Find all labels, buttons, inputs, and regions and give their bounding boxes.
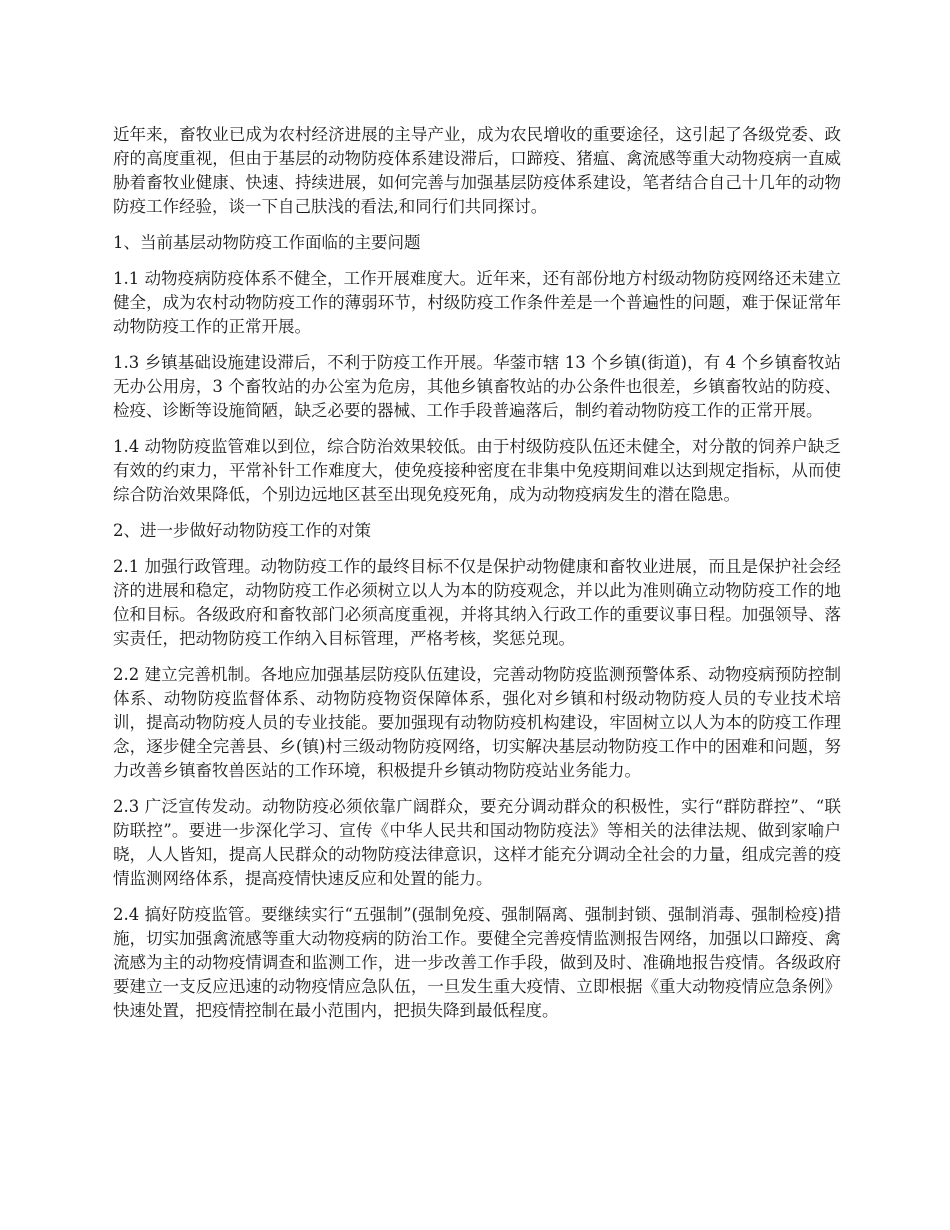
section-1-heading: 1、当前基层动物防疫工作面临的主要问题	[113, 233, 421, 252]
paragraph-1-1: 1.1 动物疫病防疫体系不健全，工作开展难度大。近年来，还有部份地方村级动物防疫网络还未建立健全，成为农村动物防疫工作的薄弱环节，村级防疫工作条件差是一个普遍性的问题，难于保证常年动物防疫工作的正常开展。	[113, 269, 841, 336]
document-body	[113, 123, 841, 1035]
paragraph-2-4: 2.4 搞好防疫监管。要继续实行“五强制”(强制免疫、强制隔离、强制封锁、强制消毒、强制检疫)措施，切实加强禽流感等重大动物疫病的防治工作。要健全完善疫情监测报告网络，加强以口蹄疫、禽流感为主的动物疫情调查和监测工作，进一步改善工作手段，做到及时、准确地报告疫情。各级政府要建立一支反应迅速的动物疫情应急队伍，一旦发生重大疫情、立即根据《重大动物疫情应急条例》快速处置，把疫情控制在最小范围内，把损失降到最低程度。	[113, 905, 841, 1020]
paragraph-1-3: 1.3 乡镇基础设施建设滞后，不利于防疫工作开展。华蓥市辖 13 个乡镇(街道)，有 4 个乡镇畜牧站无办公用房，3 个畜牧站的办公室为危房，其他乡镇畜牧站的办公条件也很差，乡镇畜牧站的防疫、检疫、诊断等设施简陋，缺乏必要的器械、工作手段普遍落后，制约着动物防疫工作的正常开展。	[113, 353, 841, 420]
intro-paragraph: 近年来，畜牧业已成为农村经济进展的主导产业，成为农民增收的重要途径，这引起了各级党委、政府的高度重视，但由于基层的动物防疫体系建设滞后，口蹄疫、猪瘟、禽流感等重大动物疫病一直威胁着畜牧业健康、快速、持续进展，如何完善与加强基层防疫体系建设，笔者结合自己十几年的动物防疫工作经验，谈一下自己肤浅的看法,和同行们共同探讨。	[113, 125, 841, 216]
paragraph-2-3: 2.3 广泛宣传发动。动物防疫必须依靠广阔群众，要充分调动群众的积极性，实行“群防群控”、“联防联控”。要进一步深化学习、宣传《中华人民共和国动物防疫法》等相关的法律法规、做到家喻户晓，人人皆知，提高人民群众的动物防疫法律意识，这样才能充分调动全社会的力量，组成完善的疫情监测网络体系，提高疫情快速反应和处置的能力。	[113, 797, 841, 888]
section-2-heading: 2、进一步做好动物防疫工作的对策	[113, 521, 371, 540]
paragraph-1-4: 1.4 动物防疫监管难以到位，综合防治效果较低。由于村级防疫队伍还未健全，对分散的饲养户缺乏有效的约束力，平常补针工作难度大，使免疫接种密度在非集中免疫期间难以达到规定指标，从而使综合防治效果降低，个别边远地区甚至出现免疫死角，成为动物疫病发生的潜在隐患。	[113, 437, 841, 504]
paragraph-2-2: 2.2 建立完善机制。各地应加强基层防疫队伍建设，完善动物防疫监测预警体系、动物疫病预防控制体系、动物防疫监督体系、动物防疫物资保障体系，强化对乡镇和村级动物防疫人员的专业技术培训，提高动物防疫人员的专业技能。要加强现有动物防疫机构建设，牢固树立以人为本的防疫工作理念，逐步健全完善县、乡(镇)村三级动物防疫网络，切实解决基层动物防疫工作中的困难和问题，努力改善乡镇畜牧兽医站的工作环境，积极提升乡镇动物防疫站业务能力。	[113, 665, 841, 780]
paragraph-2-1: 2.1 加强行政管理。动物防疫工作的最终目标不仅是保护动物健康和畜牧业进展，而且是保护社会经济的进展和稳定，动物防疫工作必须树立以人为本的防疫观念，并以此为准则确立动物防疫工作的地位和目标。各级政府和畜牧部门必须高度重视，并将其纳入行政工作的重要议事日程。加强领导、落实责任，把动物防疫工作纳入目标管理，严格考核，奖惩兑现。	[113, 557, 841, 648]
